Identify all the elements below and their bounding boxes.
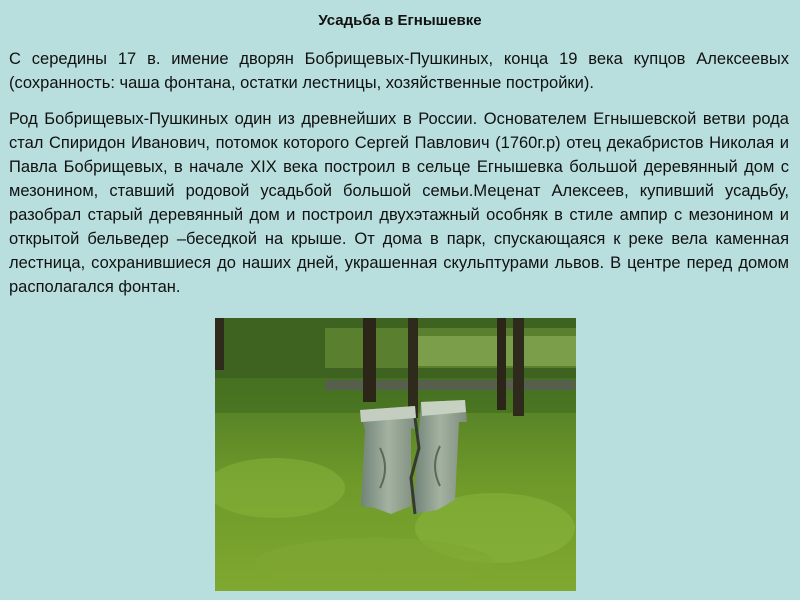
tree-trunk	[497, 318, 506, 410]
tree-trunk	[215, 318, 224, 370]
slide-title: Усадьба в Егнышевке	[318, 12, 482, 29]
tree-trunk	[513, 318, 524, 416]
estate-photo	[215, 318, 576, 591]
tree-trunk	[363, 318, 376, 402]
tree-trunk	[408, 318, 418, 418]
history-paragraph: Род Бобрищевых-Пушкиных один из древнейших в России. Основателем Егнышевской ветви рода стал Спиридон Иванович, потомок которого Сергей Павлович (1760г.р) отец декабристов Николая и Павла Бобрищевых, в начале XIX века построил в сельце Егнышевка большой деревянный дом с мезонином, ставший родовой усадьбой большой семьи.Меценат Алексеев, купивший усадьбу, разобрал старый деревянный дом и построил двухэтажный особняк в стиле ампир с мезонином и открытой бельведер –беседкой на крыше. От дома в парк, спускающаяся к реке вела каменная лестница, сохранившиеся до наших дней, украшенная скульптурами львов. В центре перед домом располагался фонтан.	[9, 110, 789, 296]
fountain-rim	[325, 380, 575, 390]
intro-paragraph: С середины 17 в. имение дворян Бобрищевых-Пушкиных, конца 19 века купцов Алексеевых (сохранность: чаша фонтана, остатки лестницы, хозяйственные постройки).	[9, 50, 789, 92]
